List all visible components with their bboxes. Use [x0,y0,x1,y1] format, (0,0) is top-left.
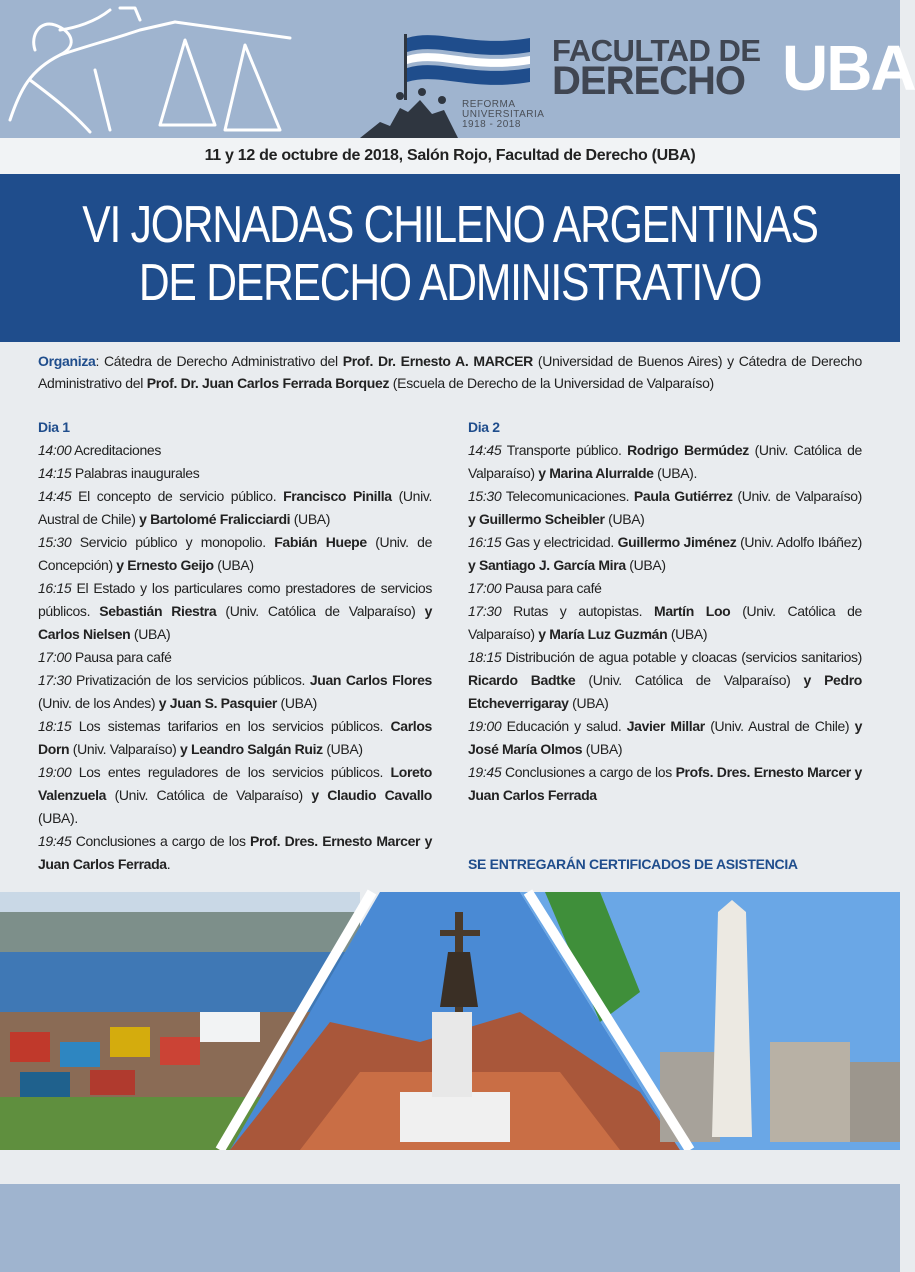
schedule-time: 17:30 [38,672,72,688]
speaker-name: Prof. Dres. Ernesto Marcer y Juan Carlos Ferrada [38,833,433,872]
speaker-name: y María Luz Guzmán [538,626,668,642]
schedule-text: Gas y electricidad. [501,534,618,550]
facultad-line2: DERECHO [552,59,746,103]
schedule-text: El Estado y los particulares como prestadores de servicios públicos. [38,580,432,619]
speaker-name: Javier Millar [626,718,705,734]
schedule-time: 14:45 [468,442,502,458]
speaker-name: Francisco Pinilla [283,488,392,504]
schedule-text: Telecomunicaciones. [501,488,634,504]
schedule-item [468,646,862,715]
schedule-text: (Univ. Adolfo Ibáñez) [736,534,862,550]
footer-gap [0,1150,900,1184]
event-title-line1: VI JORNADAS CHILENO ARGENTINAS [82,196,818,254]
schedule-text: (Univ. de Concepción) [38,534,433,573]
schedule-time: 15:30 [468,488,502,504]
speaker-name: Profs. Dres. Ernesto Marcer y Juan Carlos Ferrada [468,764,862,803]
reforma-line3: 1918 - 2018 [462,119,521,130]
speaker-name: Fabián Huepe [274,534,367,550]
schedule-text: Pausa para café [501,580,602,596]
day2-items [468,439,862,807]
schedule-text: Palabras inaugurales [71,465,200,481]
speaker-name: y José María Olmos [468,718,863,757]
schedule-item [38,531,432,577]
schedule-time: 14:00 [38,442,72,458]
schedule-text: (UBA). [38,810,78,826]
schedule-item [468,715,862,761]
schedule-text: (UBA) [213,557,254,573]
organiza-text: (Universidad de Buenos Aires) y Cátedra de Derecho Administrativo del [38,353,862,391]
organiza-prof-marcer: Prof. Dr. Ernesto A. MARCER [342,353,533,369]
schedule-time: 17:00 [38,649,72,665]
organiza-text: : Cátedra de Derecho Administrativo del [95,353,343,369]
schedule-time: 18:15 [38,718,72,734]
schedule-item [38,462,432,485]
speaker-name: Paula Gutiérrez [633,488,733,504]
schedule-text: El concepto de servicio público. [71,488,284,504]
schedule-item [468,577,862,600]
schedule-text: (Univ. Austral de Chile) [704,718,855,734]
schedule-text: (UBA) [667,626,708,642]
schedule-text: (Univ. Católica de Valparaíso) [106,787,312,803]
schedule-item [38,830,432,876]
schedule-text: (UBA) [625,557,666,573]
schedule-item [38,669,432,715]
schedule-item [38,761,432,830]
schedule-text: (Univ. Católica de Valparaíso) [216,603,425,619]
speaker-name: y Leandro Salgán Ruiz [180,741,323,757]
schedule-item [38,715,432,761]
speaker-name: y Guillermo Scheibler [468,511,605,527]
schedule-text: (Univ. Valparaíso) [69,741,181,757]
event-date-location: 11 y 12 de octubre de 2018, Salón Rojo, Facultad de Derecho (UBA) [0,138,900,174]
speaker-name: Ricardo Badtke [468,672,576,688]
schedule-text: Privatización de los servicios públicos. [71,672,310,688]
reforma-line1: REFORMA [462,99,516,110]
justice-illustration [0,0,300,138]
day2-heading: Dia 2 [468,419,500,435]
speaker-name: y Pedro Etcheverrigaray [468,672,862,711]
schedule-text: Los entes reguladores de los servicios públicos. [71,764,391,780]
schedule-text: Los sistemas tarifarios en los servicios públicos. [71,718,391,734]
facultad-line1: FACULTAD DE [552,33,761,68]
schedule-time: 14:45 [38,488,72,504]
schedule-text: Acreditaciones [71,442,161,458]
schedule-text: (UBA) [604,511,645,527]
speaker-name: Rodrigo Bermúdez [627,442,749,458]
speaker-name: y Ernesto Geijo [116,557,214,573]
day1-heading: Dia 1 [38,419,70,435]
schedule-item [38,439,432,462]
speaker-name: Juan Carlos Flores [309,672,432,688]
schedule-time: 19:45 [38,833,72,849]
speaker-name: Sebastián Riestra [99,603,217,619]
reforma-line2: UNIVERSITARIA [462,109,545,120]
schedule-time: 19:00 [468,718,502,734]
schedule-time: 18:15 [468,649,502,665]
schedule-text: (Univ. de Valparaíso) [732,488,862,504]
event-title-band [0,174,900,342]
schedule-text: (UBA) [582,741,623,757]
schedule-text: (UBA) [130,626,171,642]
facultad-logo-text [552,33,761,103]
day1-items [38,439,432,876]
uba-logo-text: UBA [782,32,915,104]
schedule-text: Conclusiones a cargo de los [71,833,251,849]
schedule-time: 17:00 [468,580,502,596]
certificates-notice: SE ENTREGARÁN CERTIFICADOS DE ASISTENCIA [468,856,798,872]
schedule-text: Rutas y autopistas. [501,603,655,619]
schedule-text: Servicio público y monopolio. [71,534,275,550]
schedule-text: (UBA). [653,465,698,481]
day1-schedule [38,416,432,876]
schedule-time: 17:30 [468,603,502,619]
schedule-time: 19:45 [468,764,502,780]
organizers-paragraph [38,350,862,394]
event-title-line2: DE DERECHO ADMINISTRATIVO [138,254,762,312]
schedule-time: 19:00 [38,764,72,780]
schedule-text: Transporte público. [501,442,628,458]
speaker-name: Guillermo Jiménez [617,534,737,550]
schedule-text: (Univ. Austral de Chile) [38,488,432,527]
schedule-text: (UBA) [290,511,331,527]
photo-collage [0,892,900,1150]
schedule-text: Distribución de agua potable y cloacas (servicios sanitarios) [501,649,862,665]
speaker-name: y Marina Alurralde [538,465,654,481]
schedule-text: (UBA) [568,695,609,711]
schedule-item [38,577,432,646]
schedule-time: 15:30 [38,534,72,550]
schedule-item [468,600,862,646]
schedule-text: (Univ. Católica de Valparaíso) [468,603,862,642]
schedule-text: Educación y salud. [501,718,627,734]
schedule-text: . [166,856,171,872]
schedule-text: (UBA) [277,695,317,711]
schedule-item [468,761,862,807]
schedule-time: 16:15 [38,580,72,596]
schedule-item [468,485,862,531]
speaker-name: y Santiago J. García Mira [468,557,626,573]
footer-band [0,1184,900,1272]
speaker-name: y Bartolomé Fralicciardi [139,511,291,527]
schedule-text: Conclusiones a cargo de los [501,764,676,780]
speaker-name: Martín Loo [654,603,731,619]
day2-schedule [468,416,862,807]
schedule-time: 14:15 [38,465,72,481]
schedule-text: Pausa para café [71,649,172,665]
schedule-text: (Univ. de los Andes) [38,695,159,711]
reforma-text [462,100,544,130]
speaker-name: y Claudio Cavallo [311,787,432,803]
schedule-text: (UBA) [322,741,363,757]
speaker-name: Loreto Valenzuela [38,764,432,803]
organiza-label: Organiza [38,353,96,369]
speaker-name: y Juan S. Pasquier [158,695,277,711]
schedule-text: (Univ. Católica de Valparaíso) [575,672,804,688]
speaker-name: Carlos Dorn [38,718,432,757]
schedule-item [38,485,432,531]
speaker-name: y Carlos Nielsen [38,603,432,642]
schedule-item [468,531,862,577]
organiza-text: (Escuela de Derecho de la Universidad de Valparaíso) [389,375,714,391]
schedule-text: (Univ. Católica de Valparaíso) [468,442,862,481]
schedule-time: 16:15 [468,534,502,550]
organiza-prof-ferrada: Prof. Dr. Juan Carlos Ferrada Borquez [146,375,390,391]
schedule-item [468,439,862,485]
schedule-item [38,646,432,669]
header-banner [0,0,915,138]
